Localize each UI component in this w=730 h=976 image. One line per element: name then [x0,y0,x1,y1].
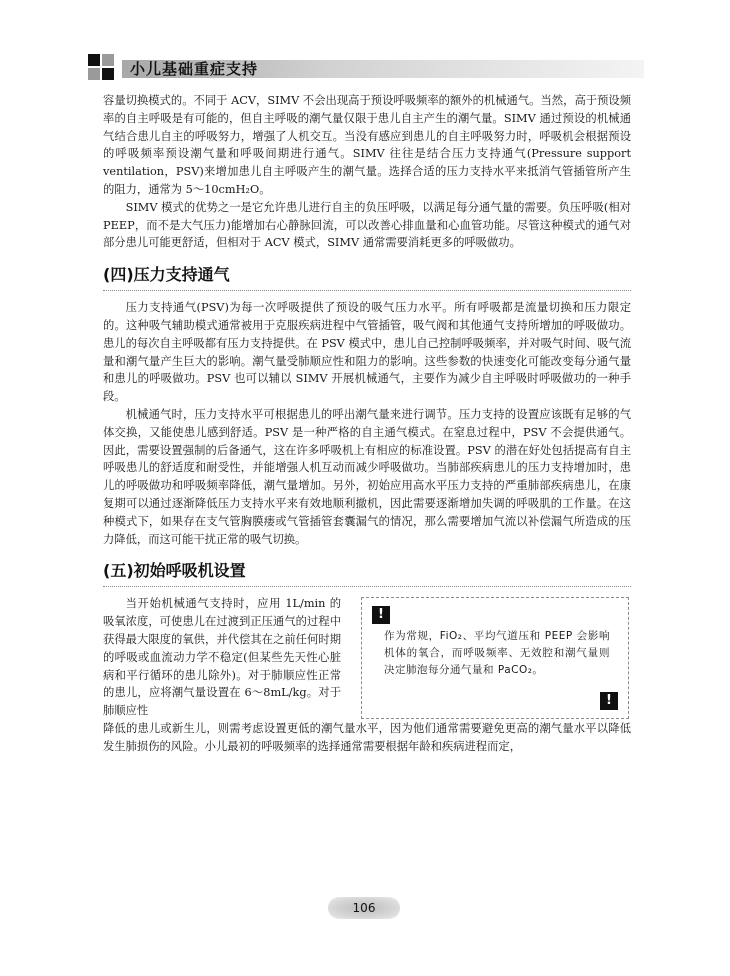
page-number: 106 [328,897,400,919]
paragraph: 当开始机械通气支持时，应用 1L/min 的吸氧浓度，可使患儿在过渡到正压通气的过程中获得最大限度的氧供，并代偿其在之前任何时期的呼吸或血流动力学不稳定(但某些先天性心脏病和平行循环的患儿除外)。对于肺顺应性正常的患儿，应将潮气量设置在 6～8mL/kg。对于肺顺应性 [103,597,341,718]
paragraph-continued: 降低的患儿或新生儿，则需考虑设置更低的潮气量水平，因为他们通常需要避免更高的潮气量水平以降低发生肺损伤的风险。小儿最初的呼吸频率的选择通常需要根据年龄和疾病进程而定， [103,721,631,753]
paragraph: 机械通气时，压力支持水平可根据患儿的呼出潮气量来进行调节。压力支持的设置应该既有足够的气体交换，又能使患儿感到舒适。PSV 是一种严格的自主通气模式。在窒息过程中，PSV 不会提供通气。因此，需要设置强制的后备通气，这在许多呼吸机上有相应的标准设置。PSV 的潜在好处包括提高有自主呼吸患儿的舒适度和耐受性，并能增强人机互动而减少呼吸做功。当肺部疾病患儿的压力支持增加时，患儿的呼吸做功和呼吸频率降低，潮气量增加。另外，初始应用高水平压力支持的严重肺部疾病患儿，在康复期可以通过逐渐降低压力支持水平来有效地顺利撤机，因此需要逐渐增加失调的呼吸肌的工作量。在这种模式下，如果存在支气管胸膜瘘或气管插管套囊漏气的情况，那么需要增加气流以补偿漏气所造成的压力降低，而这可能干扰正常的吸气切换。 [103,407,631,546]
section-heading: (五)初始呼吸机设置 [103,560,631,587]
book-title: 小儿基础重症支持 [130,60,259,78]
paragraph: 容量切换模式的。不同于 ACV，SIMV 不会出现高于预设呼吸频率的额外的机械通气。当然，高于预设频率的自主呼吸是有可能的，但自主呼吸的潮气量仅限于患儿自主产生的潮气量。SIMV 通过预设的机械通气结合患儿自主的呼吸努力，增强了人机交互。当没有感应到患儿的自主呼吸努力时，呼吸机会根据预设的呼吸频率预设潮气量和呼吸间期进行通气。SIMV 往往是结合压力支持通气(Pressure support ventilation，PSV)来增加患儿自主呼吸产生的潮气量。选择合适的压力支持水平来抵消气管插管所产生的阻力，通常为 5～10cmH₂O。 [103,94,631,196]
callout-text: 作为常规，FiO₂、平均气道压和 PEEP 会影响机体的氧合，而呼吸频率、无效腔和潮气量则决定肺泡每分通气量和 PaCO₂。 [384,630,610,677]
book-logo-icon [88,54,116,82]
paragraph: 压力支持通气(PSV)为每一次呼吸提供了预设的吸气压力水平。所有呼吸都是流量切换和压力限定的。这种吸气辅助模式通常被用于克服疾病进程中气管插管，吸气阀和其他通气支持所增加的呼吸做功。患儿的每次自主呼吸都有压力支持提供。在 PSV 模式中，患儿自己控制呼吸频率，并对吸气时间、吸气流量和潮气量产生巨大的影响。潮气量受肺顺应性和阻力的影响。这些参数的快速变化可能改变每分通气量和患儿的呼吸做功。PSV 也可以辅以 SIMV 开展机械通气，主要作为减少自主呼吸时呼吸做功的一种手段。 [103,301,631,404]
running-header [88,52,648,84]
page-body [103,92,631,756]
exclamation-icon: ! [372,606,390,624]
paragraph: SIMV 模式的优势之一是它允许患儿进行自主的负压呼吸，以满足每分通气量的需要。负压呼吸(相对 PEEP，而不是大气压力)能增加右心静脉回流，可以改善心排血量和心血管功能。尽管这种模式的通气对部分患儿可能更舒适，但相对于 ACV 模式，SIMV 通常需要消耗更多的呼吸做功。 [103,200,631,250]
section-body [103,595,631,755]
tip-callout-box [361,597,629,719]
exclamation-icon: ! [600,692,618,710]
section-heading: (四)压力支持通气 [103,264,631,291]
